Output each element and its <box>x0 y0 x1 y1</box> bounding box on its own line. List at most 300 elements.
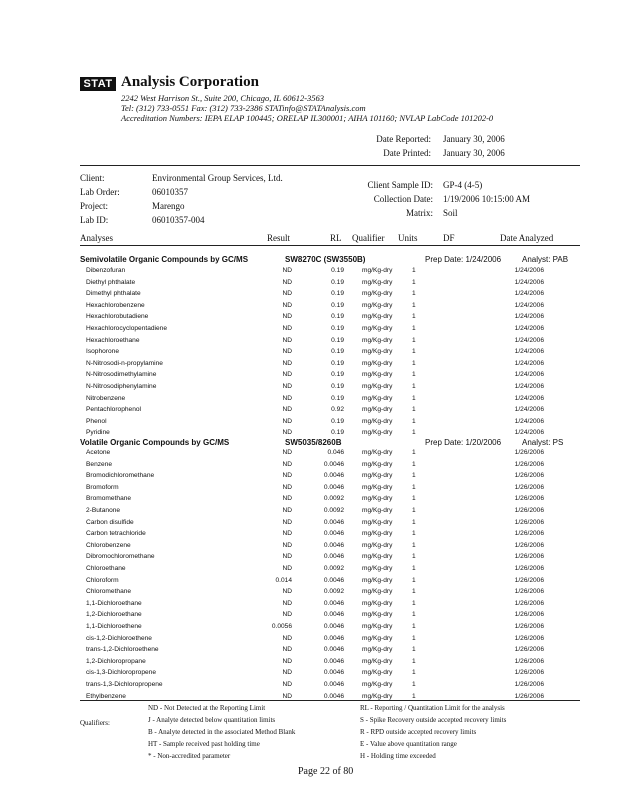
units-value: mg/Kg-dry <box>362 623 393 630</box>
section-method: SW8270C (SW3550B) <box>285 255 366 264</box>
table-row <box>0 461 639 471</box>
result-value: ND <box>282 472 292 480</box>
table-row <box>0 325 639 335</box>
rl-value: 0.0092 <box>323 495 344 503</box>
df-value: 1 <box>412 518 416 526</box>
df-value: 1 <box>412 417 416 425</box>
table-row <box>0 565 639 575</box>
result-value: ND <box>282 359 292 367</box>
units-value: mg/Kg-dry <box>362 588 393 596</box>
result-value: ND <box>282 634 292 642</box>
result-value: ND <box>282 565 292 572</box>
qualifier-note: H - Holding time exceeded <box>360 752 436 760</box>
rl-value: 0.19 <box>331 417 344 425</box>
result-value: ND <box>282 406 292 414</box>
units-value: mg/Kg-dry <box>362 383 393 390</box>
units-value: mg/Kg-dry <box>362 325 393 332</box>
date-analyzed-value: 1/24/2006 <box>514 267 544 274</box>
table-row <box>0 371 639 381</box>
table-row <box>0 577 639 587</box>
result-value: ND <box>282 495 292 503</box>
rl-value: 0.0046 <box>323 530 344 538</box>
result-value: ND <box>282 646 292 654</box>
section-title: Volatile Organic Compounds by GC/MS <box>80 438 230 447</box>
result-value: ND <box>282 483 292 491</box>
units-value: mg/Kg-dry <box>362 599 393 607</box>
table-row <box>0 623 639 633</box>
analyte-name: cis-1,2-Dichloroethene <box>86 634 152 642</box>
table-row <box>0 360 639 370</box>
divider <box>80 700 580 701</box>
analyte-name: Bromomethane <box>86 495 132 503</box>
df-value: 1 <box>412 599 416 607</box>
units-value: mg/Kg-dry <box>362 657 393 665</box>
units-value: mg/Kg-dry <box>362 348 393 356</box>
rl-value: 0.0046 <box>323 599 344 607</box>
rl-value: 0.046 <box>327 449 344 456</box>
analyte-name: Carbon disulfide <box>86 518 134 526</box>
df-value: 1 <box>412 406 416 414</box>
units-value: mg/Kg-dry <box>362 518 393 526</box>
analyte-name: 1,2-Dichloroethane <box>86 611 142 619</box>
date-analyzed-value: 1/26/2006 <box>514 576 544 584</box>
table-row <box>0 507 639 517</box>
company-logo: STAT <box>80 77 116 91</box>
units-value: mg/Kg-dry <box>362 429 393 437</box>
result-value: ND <box>282 417 292 425</box>
result-value: ND <box>282 611 292 619</box>
df-value: 1 <box>412 429 416 437</box>
rl-value: 0.19 <box>331 429 344 437</box>
col-rl: RL <box>330 233 342 243</box>
date-analyzed-value: 1/24/2006 <box>514 417 544 425</box>
rl-value: 0.0046 <box>323 518 344 526</box>
units-value: mg/Kg-dry <box>362 669 393 677</box>
qualifier-note: RL - Reporting / Quantitation Limit for the analysis <box>360 704 505 712</box>
client-label: Client: <box>80 173 105 183</box>
units-value: mg/Kg-dry <box>362 507 393 514</box>
units-value: mg/Kg-dry <box>362 681 393 688</box>
qualifier-note: ND - Not Detected at the Reporting Limit <box>148 704 266 712</box>
table-row <box>0 658 639 668</box>
units-value: mg/Kg-dry <box>362 576 393 584</box>
units-value: mg/Kg-dry <box>362 336 393 344</box>
table-row <box>0 302 639 312</box>
table-row <box>0 693 639 703</box>
units-value: mg/Kg-dry <box>362 313 393 321</box>
rl-value: 0.0046 <box>323 541 344 549</box>
rl-value: 0.19 <box>331 301 344 309</box>
table-row <box>0 484 639 494</box>
matrix-value: Soil <box>443 208 458 218</box>
company-address: 2242 West Harrison St., Suite 200, Chicago, IL 60612-3563 <box>121 93 325 103</box>
df-value: 1 <box>412 681 416 688</box>
df-value: 1 <box>412 541 416 549</box>
date-analyzed-value: 1/24/2006 <box>514 301 544 309</box>
date-analyzed-value: 1/24/2006 <box>514 394 544 402</box>
lab-order-value: 06010357 <box>152 187 188 197</box>
analyte-name: Benzene <box>86 460 113 468</box>
date-analyzed-value: 1/24/2006 <box>514 359 544 367</box>
df-value: 1 <box>412 669 416 677</box>
section-title: Semivolatile Organic Compounds by GC/MS <box>80 255 249 264</box>
rl-value: 0.0046 <box>323 483 344 491</box>
analyte-name: Dimethyl phthalate <box>86 290 141 298</box>
qualifier-note: J - Analyte detected below quantitation limits <box>148 716 276 724</box>
result-value: ND <box>282 669 292 677</box>
df-value: 1 <box>412 348 416 356</box>
table-row <box>0 553 639 563</box>
table-row <box>0 611 639 621</box>
analyte-name: Hexachlorobutadiene <box>86 313 149 321</box>
divider <box>80 165 580 166</box>
table-row <box>0 418 639 428</box>
analyte-name: Hexachlorocyclopentadiene <box>86 325 168 332</box>
rl-value: 0.0046 <box>323 553 344 561</box>
analyte-name: Acetone <box>86 449 111 456</box>
table-row <box>0 313 639 323</box>
result-value: ND <box>282 429 292 437</box>
result-value: ND <box>282 371 292 379</box>
df-value: 1 <box>412 588 416 596</box>
table-row <box>0 406 639 416</box>
table-row <box>0 646 639 656</box>
units-value: mg/Kg-dry <box>362 394 393 402</box>
table-row <box>0 348 639 358</box>
section-method: SW5035/8260B <box>285 438 342 447</box>
date-analyzed-value: 1/26/2006 <box>514 460 544 468</box>
df-value: 1 <box>412 646 416 654</box>
project-label: Project: <box>80 201 108 211</box>
rl-value: 0.0046 <box>323 623 344 630</box>
analyte-name: 1,1-Dichloroethane <box>86 599 142 607</box>
qualifier-note: B - Analyte detected in the associated Method Blank <box>148 728 296 736</box>
analyte-name: N-Nitrosodiphenylamine <box>86 383 157 390</box>
analyte-name: Bromoform <box>86 483 119 491</box>
date-analyzed-value: 1/26/2006 <box>514 681 544 688</box>
col-qualifier: Qualifier <box>352 233 385 243</box>
date-analyzed-value: 1/26/2006 <box>514 483 544 491</box>
date-printed-label: Date Printed: <box>383 148 431 158</box>
rl-value: 0.0092 <box>323 565 344 572</box>
date-analyzed-value: 1/24/2006 <box>514 290 544 298</box>
df-value: 1 <box>412 634 416 642</box>
date-analyzed-value: 1/24/2006 <box>514 325 544 332</box>
date-reported-label: Date Reported: <box>376 134 431 144</box>
result-value: ND <box>282 692 292 700</box>
units-value: mg/Kg-dry <box>362 646 393 654</box>
rl-value: 0.19 <box>331 290 344 298</box>
units-value: mg/Kg-dry <box>362 634 393 642</box>
date-analyzed-value: 1/26/2006 <box>514 553 544 561</box>
date-analyzed-value: 1/26/2006 <box>514 530 544 538</box>
result-value: ND <box>282 541 292 549</box>
lab-order-label: Lab Order: <box>80 187 120 197</box>
result-value: ND <box>282 267 292 274</box>
rl-value: 0.92 <box>331 406 344 414</box>
units-value: mg/Kg-dry <box>362 460 393 468</box>
date-analyzed-value: 1/26/2006 <box>514 449 544 456</box>
units-value: mg/Kg-dry <box>362 267 393 274</box>
df-value: 1 <box>412 553 416 561</box>
rl-value: 0.19 <box>331 336 344 344</box>
date-analyzed-value: 1/26/2006 <box>514 646 544 654</box>
df-value: 1 <box>412 313 416 321</box>
section-prep-date: Prep Date: 1/24/2006 <box>425 255 502 264</box>
page-number: Page 22 of 80 <box>298 766 354 777</box>
result-value: ND <box>282 599 292 607</box>
qualifier-note: E - Value above quantitation range <box>360 740 457 748</box>
date-analyzed-value: 1/26/2006 <box>514 565 544 572</box>
table-row <box>0 530 639 540</box>
units-value: mg/Kg-dry <box>362 359 393 367</box>
analyte-name: Chloroethane <box>86 565 126 572</box>
df-value: 1 <box>412 325 416 332</box>
units-value: mg/Kg-dry <box>362 611 393 619</box>
rl-value: 0.0092 <box>323 507 344 514</box>
date-analyzed-value: 1/26/2006 <box>514 495 544 503</box>
date-analyzed-value: 1/26/2006 <box>514 507 544 514</box>
df-value: 1 <box>412 301 416 309</box>
rl-value: 0.0046 <box>323 576 344 584</box>
date-analyzed-value: 1/26/2006 <box>514 634 544 642</box>
company-accreditation: Accreditation Numbers: IEPA ELAP 100445; ORELAP IL300001; AIHA 101160; NVLAP LabCode 101202-0 <box>121 113 494 123</box>
table-row <box>0 635 639 645</box>
rl-value: 0.0046 <box>323 634 344 642</box>
lab-id-label: Lab ID: <box>80 215 109 225</box>
units-value: mg/Kg-dry <box>362 530 393 538</box>
date-analyzed-value: 1/24/2006 <box>514 348 544 356</box>
result-value: ND <box>282 290 292 298</box>
analyte-name: Pentachlorophenol <box>86 406 141 414</box>
date-analyzed-value: 1/26/2006 <box>514 599 544 607</box>
analyte-name: trans-1,3-Dichloropropene <box>86 681 163 688</box>
date-analyzed-value: 1/26/2006 <box>514 518 544 526</box>
df-value: 1 <box>412 290 416 298</box>
date-analyzed-value: 1/26/2006 <box>514 588 544 596</box>
company-contact: Tel: (312) 733-0551 Fax: (312) 733-2386 STATinfo@STATAnalysis.com <box>121 103 366 113</box>
table-row <box>0 588 639 598</box>
table-row <box>0 600 639 610</box>
date-analyzed-value: 1/24/2006 <box>514 336 544 344</box>
analyte-name: Hexachlorobenzene <box>86 301 145 309</box>
table-row <box>0 472 639 482</box>
date-analyzed-value: 1/24/2006 <box>514 429 544 437</box>
table-row <box>0 495 639 505</box>
analyte-name: cis-1,3-Dichloropropene <box>86 669 157 677</box>
df-value: 1 <box>412 449 416 456</box>
table-row <box>0 669 639 679</box>
col-result: Result <box>267 233 291 243</box>
qualifiers-label: Qualifiers: <box>80 719 110 727</box>
date-analyzed-value: 1/24/2006 <box>514 278 544 286</box>
df-value: 1 <box>412 267 416 274</box>
table-row <box>0 681 639 691</box>
lab-id-value: 06010357-004 <box>152 215 205 225</box>
units-value: mg/Kg-dry <box>362 541 393 549</box>
col-units: Units <box>398 233 418 243</box>
date-analyzed-value: 1/26/2006 <box>514 541 544 549</box>
table-row <box>0 542 639 552</box>
result-value: 0.014 <box>275 576 292 584</box>
result-value: ND <box>282 507 292 514</box>
df-value: 1 <box>412 336 416 344</box>
rl-value: 0.19 <box>331 359 344 367</box>
rl-value: 0.19 <box>331 394 344 402</box>
df-value: 1 <box>412 495 416 503</box>
analyte-name: Chloroform <box>86 576 119 584</box>
date-printed: January 30, 2006 <box>443 148 505 158</box>
date-analyzed-value: 1/26/2006 <box>514 657 544 665</box>
analyte-name: Chlorobenzene <box>86 541 131 549</box>
df-value: 1 <box>412 565 416 572</box>
analyte-name: Ethylbenzene <box>86 692 126 700</box>
analyte-name: 1,1-Dichloroethene <box>86 623 142 630</box>
df-value: 1 <box>412 657 416 665</box>
company-name: Analysis Corporation <box>121 74 259 90</box>
rl-value: 0.0046 <box>323 472 344 480</box>
units-value: mg/Kg-dry <box>362 290 393 298</box>
project-value: Marengo <box>152 201 185 211</box>
col-date-analyzed: Date Analyzed <box>500 233 554 243</box>
rl-value: 0.0046 <box>323 692 344 700</box>
collection-date-label: Collection Date: <box>373 194 433 204</box>
units-value: mg/Kg-dry <box>362 278 393 286</box>
result-value: ND <box>282 449 292 456</box>
df-value: 1 <box>412 460 416 468</box>
section-analyst: Analyst: PAB <box>522 255 569 264</box>
units-value: mg/Kg-dry <box>362 472 393 480</box>
df-value: 1 <box>412 472 416 480</box>
qualifier-note: HT - Sample received past holding time <box>148 740 260 748</box>
analyte-name: N-Nitrosodi-n-propylamine <box>86 359 163 367</box>
date-analyzed-value: 1/26/2006 <box>514 611 544 619</box>
result-value: ND <box>282 681 292 688</box>
result-value: ND <box>282 553 292 561</box>
section-analyst: Analyst: PS <box>522 438 564 447</box>
analyte-name: 2-Butanone <box>86 507 121 514</box>
analyte-name: Phenol <box>86 417 107 425</box>
rl-value: 0.0046 <box>323 611 344 619</box>
result-value: 0.0056 <box>271 623 292 630</box>
table-row <box>0 290 639 300</box>
table-row <box>0 279 639 289</box>
analyte-name: 1,2-Dichloropropane <box>86 657 146 665</box>
df-value: 1 <box>412 278 416 286</box>
qualifier-note: R - RPD outside accepted recovery limits <box>360 728 477 736</box>
rl-value: 0.0046 <box>323 657 344 665</box>
result-value: ND <box>282 301 292 309</box>
df-value: 1 <box>412 359 416 367</box>
table-row <box>0 337 639 347</box>
units-value: mg/Kg-dry <box>362 371 393 379</box>
rl-value: 0.0046 <box>323 460 344 468</box>
units-value: mg/Kg-dry <box>362 406 393 414</box>
analyte-name: Bromodichloromethane <box>86 472 155 480</box>
analyte-name: Chloromethane <box>86 588 132 596</box>
units-value: mg/Kg-dry <box>362 449 393 456</box>
result-value: ND <box>282 588 292 596</box>
date-analyzed-value: 1/26/2006 <box>514 623 544 630</box>
result-value: ND <box>282 325 292 332</box>
qualifier-note: S - Spike Recovery outside accepted recovery limits <box>360 716 507 724</box>
table-row <box>0 519 639 529</box>
table-row <box>0 383 639 393</box>
result-value: ND <box>282 383 292 390</box>
analyte-name: Hexachloroethane <box>86 336 140 344</box>
analyte-name: Diethyl phthalate <box>86 278 136 286</box>
analyte-name: Dibromochloromethane <box>86 553 155 561</box>
df-value: 1 <box>412 692 416 700</box>
qualifier-note: * - Non-accredited parameter <box>148 752 231 760</box>
rl-value: 0.19 <box>331 383 344 390</box>
units-value: mg/Kg-dry <box>362 417 393 425</box>
date-analyzed-value: 1/24/2006 <box>514 371 544 379</box>
result-value: ND <box>282 336 292 344</box>
date-analyzed-value: 1/26/2006 <box>514 669 544 677</box>
collection-date-value: 1/19/2006 10:15:00 AM <box>443 194 531 204</box>
date-analyzed-value: 1/24/2006 <box>514 406 544 414</box>
units-value: mg/Kg-dry <box>362 483 393 491</box>
df-value: 1 <box>412 394 416 402</box>
result-value: ND <box>282 530 292 538</box>
rl-value: 0.19 <box>331 348 344 356</box>
result-value: ND <box>282 657 292 665</box>
units-value: mg/Kg-dry <box>362 553 393 561</box>
date-analyzed-value: 1/26/2006 <box>514 472 544 480</box>
df-value: 1 <box>412 507 416 514</box>
analyte-name: N-Nitrosodimethylamine <box>86 371 157 379</box>
result-value: ND <box>282 278 292 286</box>
df-value: 1 <box>412 611 416 619</box>
date-analyzed-value: 1/26/2006 <box>514 692 544 700</box>
table-row <box>0 449 639 459</box>
result-value: ND <box>282 518 292 526</box>
units-value: mg/Kg-dry <box>362 565 393 572</box>
matrix-label: Matrix: <box>406 208 433 218</box>
table-row <box>0 395 639 405</box>
rl-value: 0.19 <box>331 325 344 332</box>
client-value: Environmental Group Services, Ltd. <box>152 173 283 183</box>
rl-value: 0.0092 <box>323 588 344 596</box>
df-value: 1 <box>412 530 416 538</box>
analyte-name: trans-1,2-Dichloroethene <box>86 646 159 654</box>
rl-value: 0.19 <box>331 371 344 379</box>
sample-id-label: Client Sample ID: <box>367 180 433 190</box>
sample-id-value: GP-4 (4-5) <box>443 180 483 190</box>
analyte-name: Dibenzofuran <box>86 267 126 274</box>
date-analyzed-value: 1/24/2006 <box>514 313 544 321</box>
result-value: ND <box>282 460 292 468</box>
rl-value: 0.19 <box>331 313 344 321</box>
analyte-name: Nitrobenzene <box>86 394 126 402</box>
result-value: ND <box>282 313 292 321</box>
divider <box>80 245 580 246</box>
col-df: DF <box>443 233 455 243</box>
section-prep-date: Prep Date: 1/20/2006 <box>425 438 502 447</box>
df-value: 1 <box>412 576 416 584</box>
rl-value: 0.0046 <box>323 669 344 677</box>
analyte-name: Isophorone <box>86 348 119 356</box>
units-value: mg/Kg-dry <box>362 301 393 309</box>
df-value: 1 <box>412 483 416 491</box>
result-value: ND <box>282 348 292 356</box>
df-value: 1 <box>412 371 416 379</box>
analyte-name: Carbon tetrachloride <box>86 530 146 538</box>
rl-value: 0.0046 <box>323 646 344 654</box>
units-value: mg/Kg-dry <box>362 495 393 503</box>
date-reported: January 30, 2006 <box>443 134 505 144</box>
